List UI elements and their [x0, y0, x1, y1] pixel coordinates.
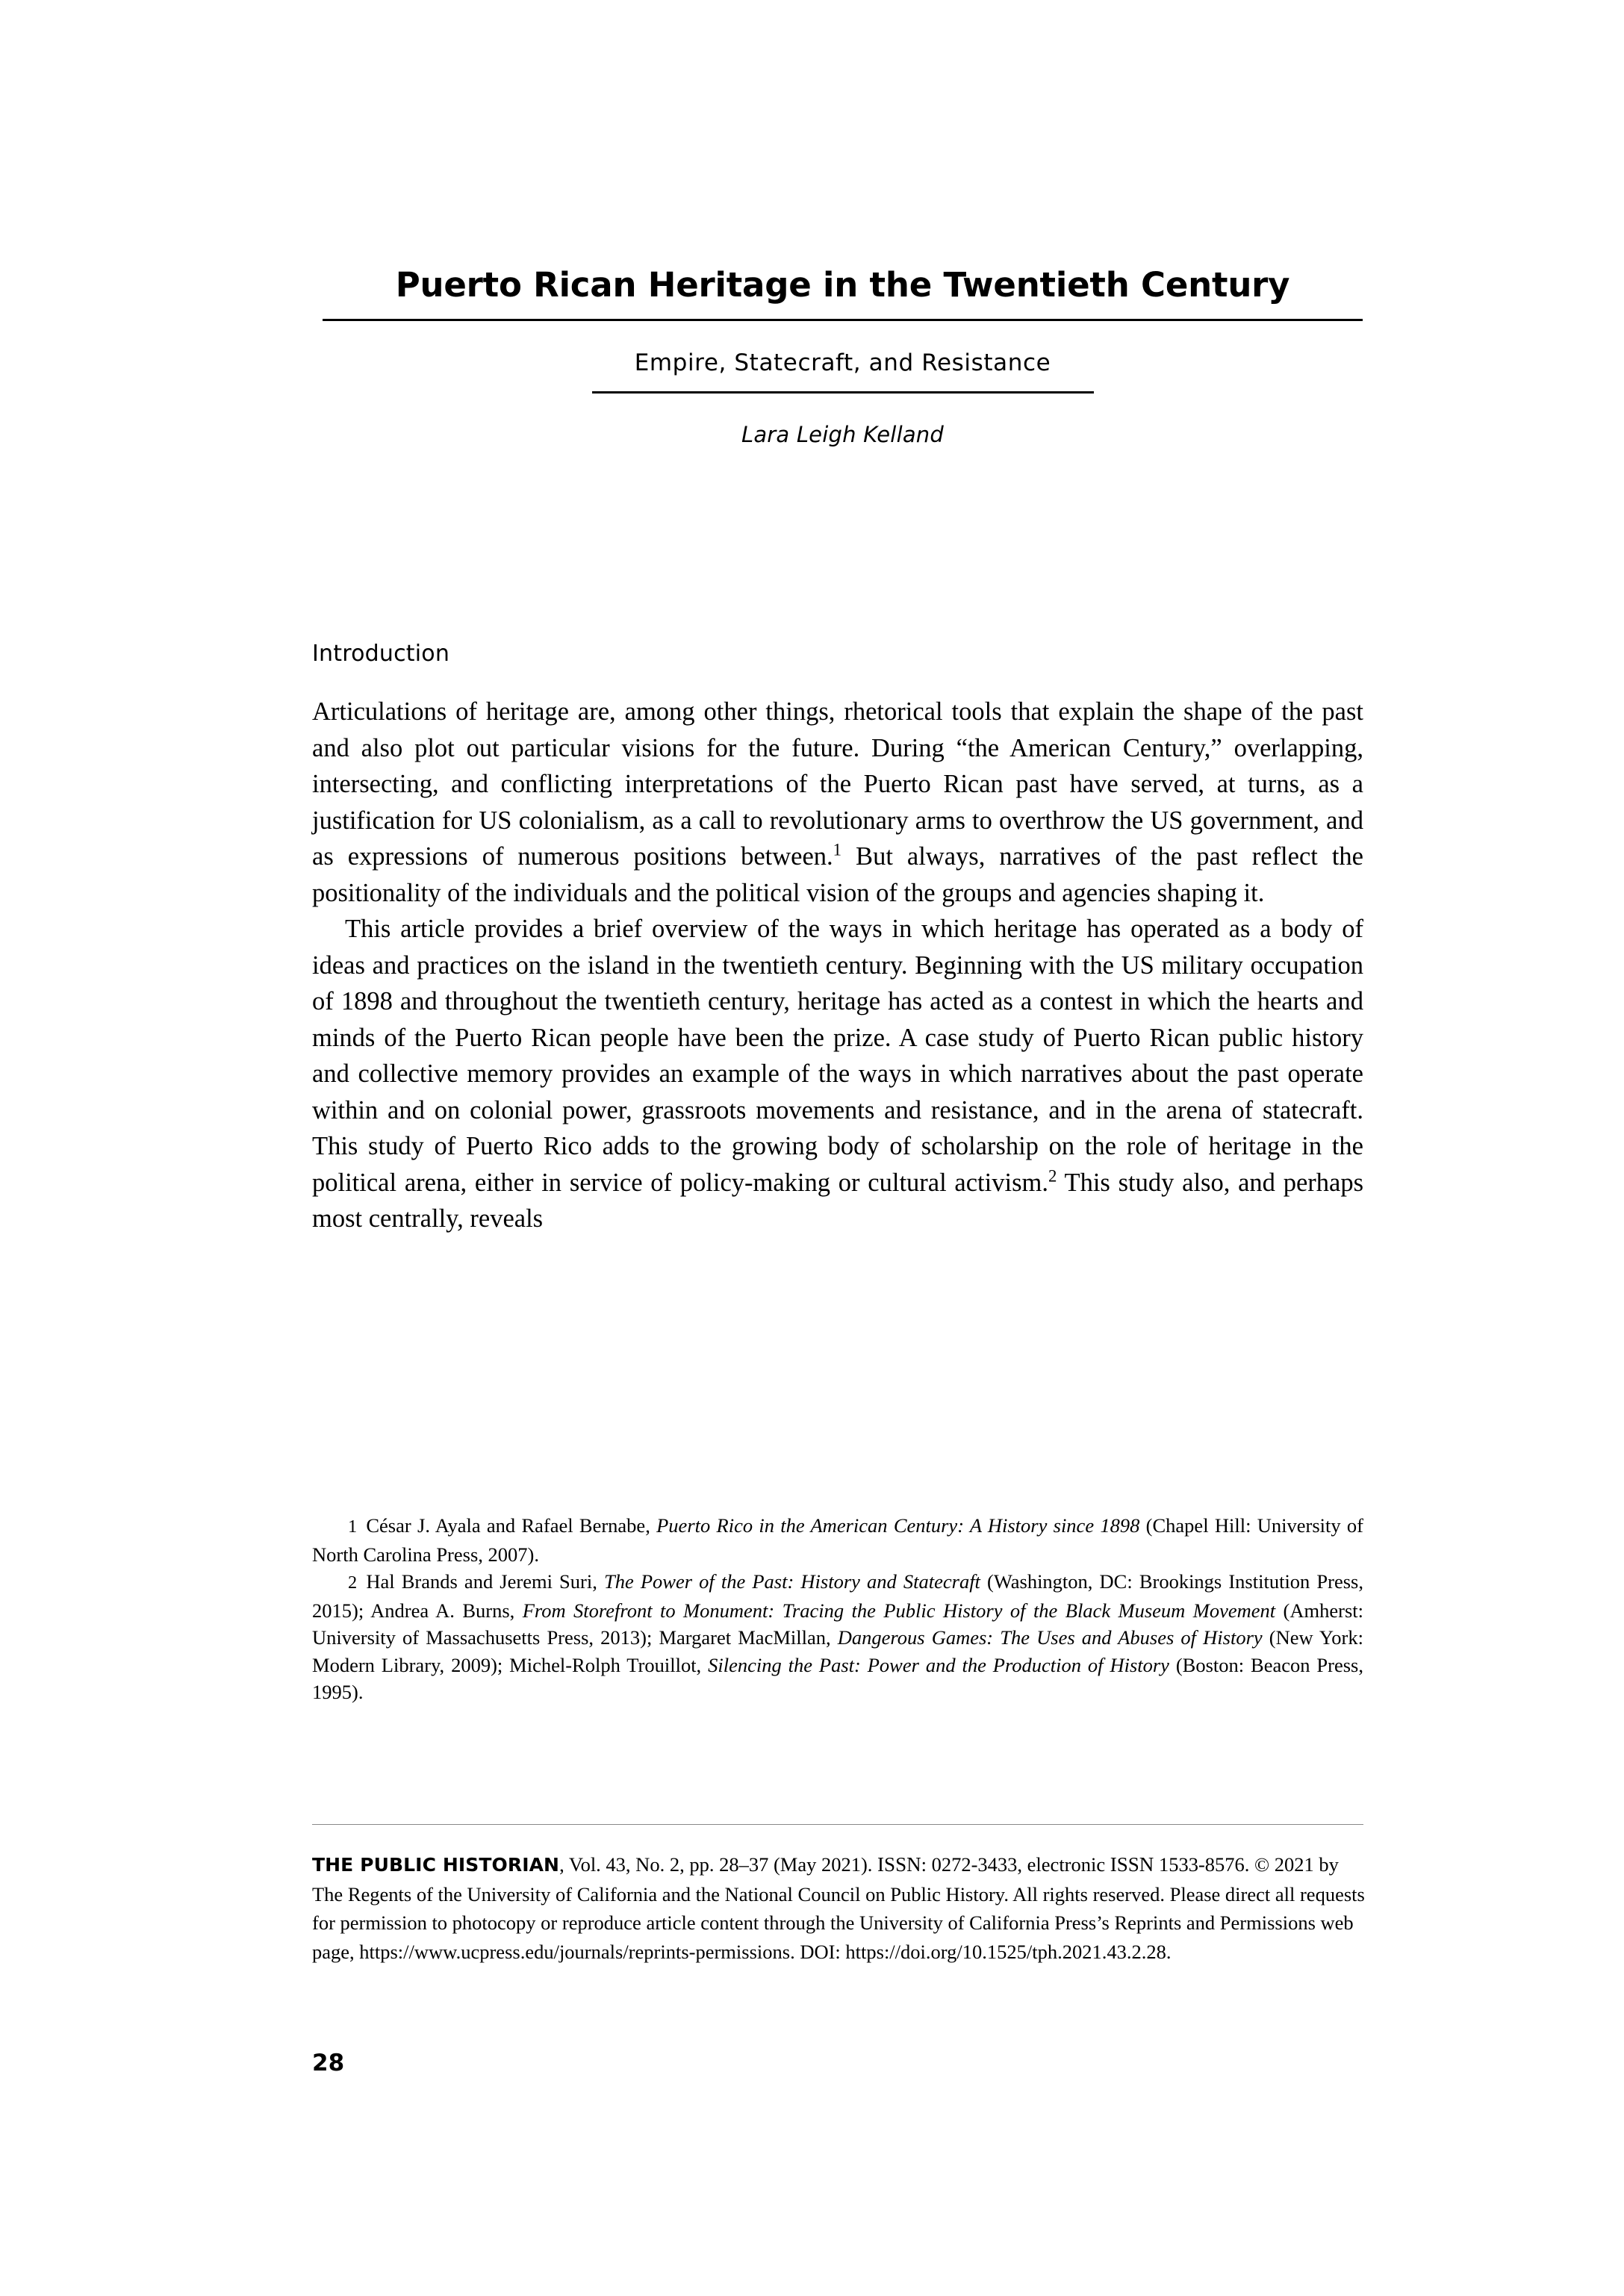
footnote-text: César J. Ayala and Rafael Bernabe,: [366, 1514, 657, 1537]
footnote-ref-2[interactable]: 2: [1048, 1166, 1057, 1185]
footnote-text: (Boston: Beacon Press, 1995).: [312, 1653, 1363, 1703]
subtitle-block: [592, 321, 1094, 393]
footnotes-section: [312, 1512, 1363, 1706]
issn-label-print: ISSN: [877, 1853, 921, 1876]
copyright-rest: 1533-8576. © 2021 by The Regents of the University of California and the National Council on Public History. All rights reserved. Please direct all requests for permission to photocopy or reproduce article content through the University of California Press’s Reprints and Permissions web page, https://www.ucpress.edu/journals/reprints-permissions. DOI: https://doi.org/10.1525/tph.2021.43.2.28.: [312, 1853, 1365, 1963]
footnote-title: Puerto Rico in the American Century: A History since 1898: [656, 1514, 1140, 1537]
journal-name: THE PUBLIC HISTORIAN: [312, 1854, 560, 1876]
footnote-text: (Chapel Hill: University of North Carolina Press, 2007).: [312, 1514, 1363, 1566]
article-subtitle: Empire, Statecraft, and Resistance: [634, 349, 1051, 376]
issn-print-value: : 0272-3433, electronic: [921, 1853, 1110, 1876]
paragraph-1-text-b: But always, narratives of the past reflect the positionality of the individuals and the political vision of the groups and agencies shaping it.: [312, 842, 1363, 907]
footnote-number: 1: [348, 1516, 367, 1537]
footnote-title: The Power of the Past: History and Statecraft: [603, 1570, 980, 1593]
paragraph-1-text-a: Articulations of heritage are, among other things, rhetorical tools that explain the shape of the past and also plot out particular visions for the future. During “the American Century,” overlapping, intersecting, and conflicting interpretations of the Puerto Rican past have served, at turns, as a justification for US colonialism, as a call to revolutionary arms to overthrow the US government, and as expressions of numerous positions between.: [312, 697, 1363, 871]
footnote-item: [312, 1568, 1363, 1706]
copyright-text: [312, 1850, 1369, 1966]
page-number: 28: [312, 2050, 345, 2076]
footnote-number: 2: [348, 1572, 367, 1593]
footnote-text: (Amherst: University of Massachusetts Press, 2013); Margaret MacMillan,: [312, 1599, 1363, 1649]
copyright-divider: [312, 1824, 1363, 1825]
title-block: [323, 265, 1363, 447]
body-paragraph-2: [312, 911, 1363, 1237]
paragraph-2-text-b: This study also, and perhaps most centrally, reveals: [312, 1168, 1363, 1233]
page-title: Puerto Rican Heritage in the Twentieth Century: [395, 265, 1290, 305]
footnote-ref-1[interactable]: 1: [833, 840, 842, 859]
footnote-item: [312, 1512, 1363, 1568]
footnote-text: Hal Brands and Jeremi Suri,: [366, 1570, 604, 1593]
author-name: Lara Leigh Kelland: [741, 422, 944, 447]
section-heading-introduction: Introduction: [312, 641, 450, 667]
footnote-text: (Washington, DC: Brookings Institution Press, 2015); Andrea A. Burns,: [312, 1570, 1363, 1622]
article-body: [312, 641, 1363, 1237]
footnote-title: From Storefront to Monument: Tracing the Public History of the Black Museum Movement: [522, 1599, 1276, 1622]
footnote-title: Silencing the Past: Power and the Production of History: [708, 1653, 1169, 1676]
footnote-text: (New York: Modern Library, 2009); Michel-Rolph Trouillot,: [312, 1626, 1363, 1676]
paragraph-2-text-a: This article provides a brief overview of the ways in which heritage has operated as a body of ideas and practices on the island in the twentieth century. Beginning with the US military occupation of 1898 and throughout the twentieth century, heritage has acted as a contest in which the hearts and minds of the Puerto Rican people have been the prize. A case study of Puerto Rican public history and collective memory provides an example of the ways in which narratives about the past operate within and on colonial power, grassroots movements and resistance, and in the arena of statecraft. This study of Puerto Rico adds to the growing body of scholarship on the role of heritage in the political arena, either in service of policy-making or cultural activism.: [312, 915, 1363, 1197]
footnote-title: Dangerous Games: The Uses and Abuses of History: [837, 1626, 1263, 1649]
copyright-block: [312, 1850, 1369, 1966]
issn-label-electronic: ISSN: [1110, 1853, 1154, 1876]
copyright-volume-info: , Vol. 43, No. 2, pp. 28–37 (May 2021).: [559, 1853, 878, 1876]
body-paragraph-1: [312, 694, 1363, 911]
